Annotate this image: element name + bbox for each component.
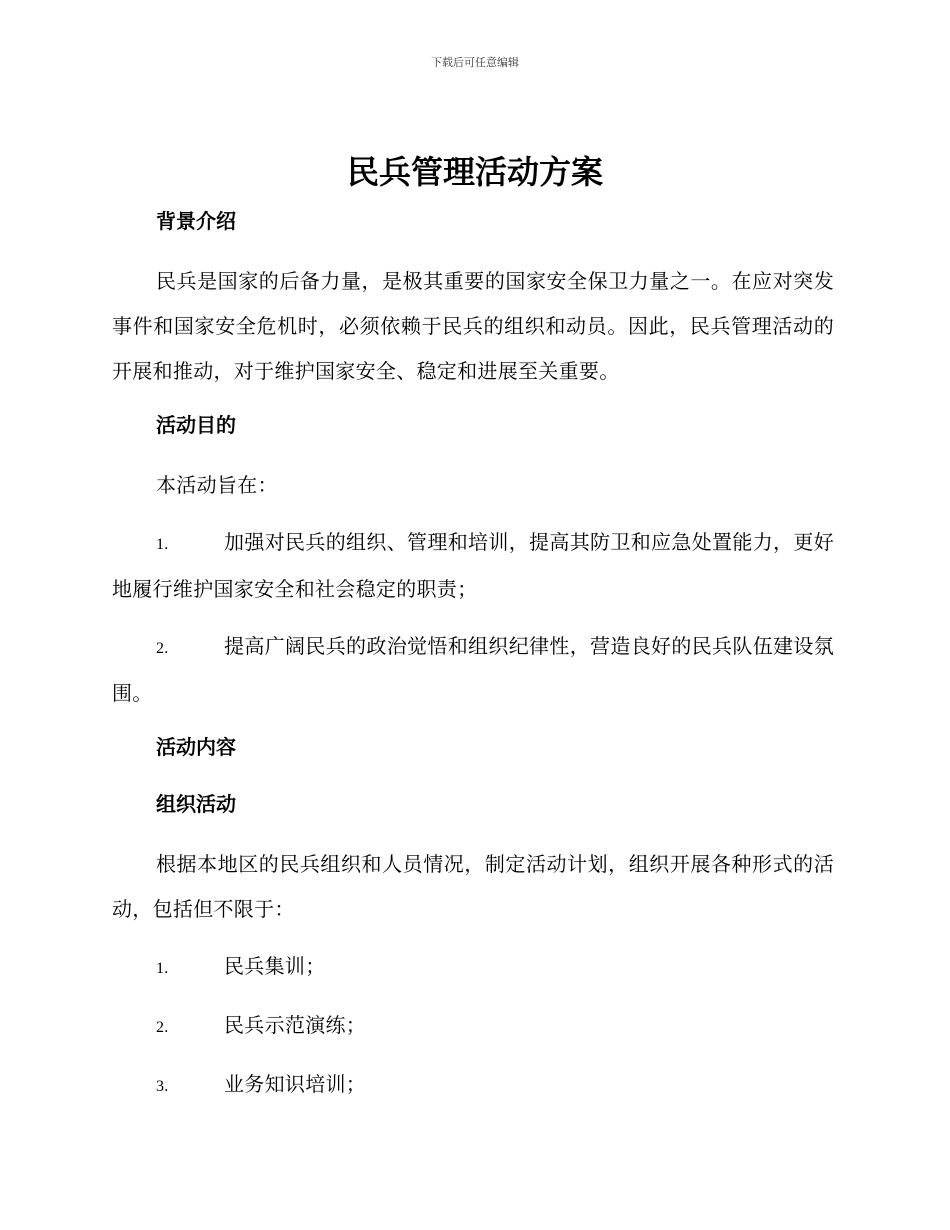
content-paragraph: 根据本地区的民兵组织和人员情况，制定活动计划，组织开展各种形式的活动，包括但不限于：	[112, 852, 834, 921]
subsection-heading-organize: 组织活动	[156, 792, 236, 816]
section-heading-content: 活动内容	[156, 735, 236, 759]
list-item-number: 2.	[156, 640, 169, 657]
section-heading-purpose: 活动目的	[156, 413, 236, 437]
section-heading-background: 背景介绍	[156, 209, 236, 233]
purpose-list-item	[112, 624, 834, 716]
content-list-item	[112, 1003, 834, 1050]
list-item-text: 提高广阔民兵的政治觉悟和组织纪律性，营造良好的民兵队伍建设氛围。	[112, 634, 834, 705]
document-body	[112, 202, 834, 1121]
content-list-item	[112, 1062, 834, 1109]
list-item-number: 3.	[156, 1078, 169, 1095]
document-title: 民兵管理活动方案	[346, 153, 603, 191]
purpose-intro: 本活动旨在：	[156, 473, 278, 497]
background-paragraph: 民兵是国家的后备力量，是极其重要的国家安全保卫力量之一。在应对突发事件和国家安全危机时，必须依赖于民兵的组织和动员。因此，民兵管理活动的开展和推动，对于维护国家安全、稳定和进展至关重要。	[112, 269, 834, 383]
page-header-note: 下载后可任意编辑	[431, 56, 519, 69]
purpose-list-item	[112, 520, 834, 612]
list-item-number: 1.	[156, 536, 169, 553]
list-item-text: 加强对民兵的组织、管理和培训，提高其防卫和应急处置能力，更好地履行维护国家安全和社会稳定的职责；	[112, 530, 834, 601]
list-item-text: 民兵集训；	[224, 954, 326, 978]
list-item-text: 业务知识培训；	[224, 1072, 367, 1096]
list-item-number: 2.	[156, 1019, 169, 1036]
list-item-text: 民兵示范演练；	[224, 1013, 367, 1037]
content-list-item	[112, 944, 834, 991]
list-item-number: 1.	[156, 960, 169, 977]
